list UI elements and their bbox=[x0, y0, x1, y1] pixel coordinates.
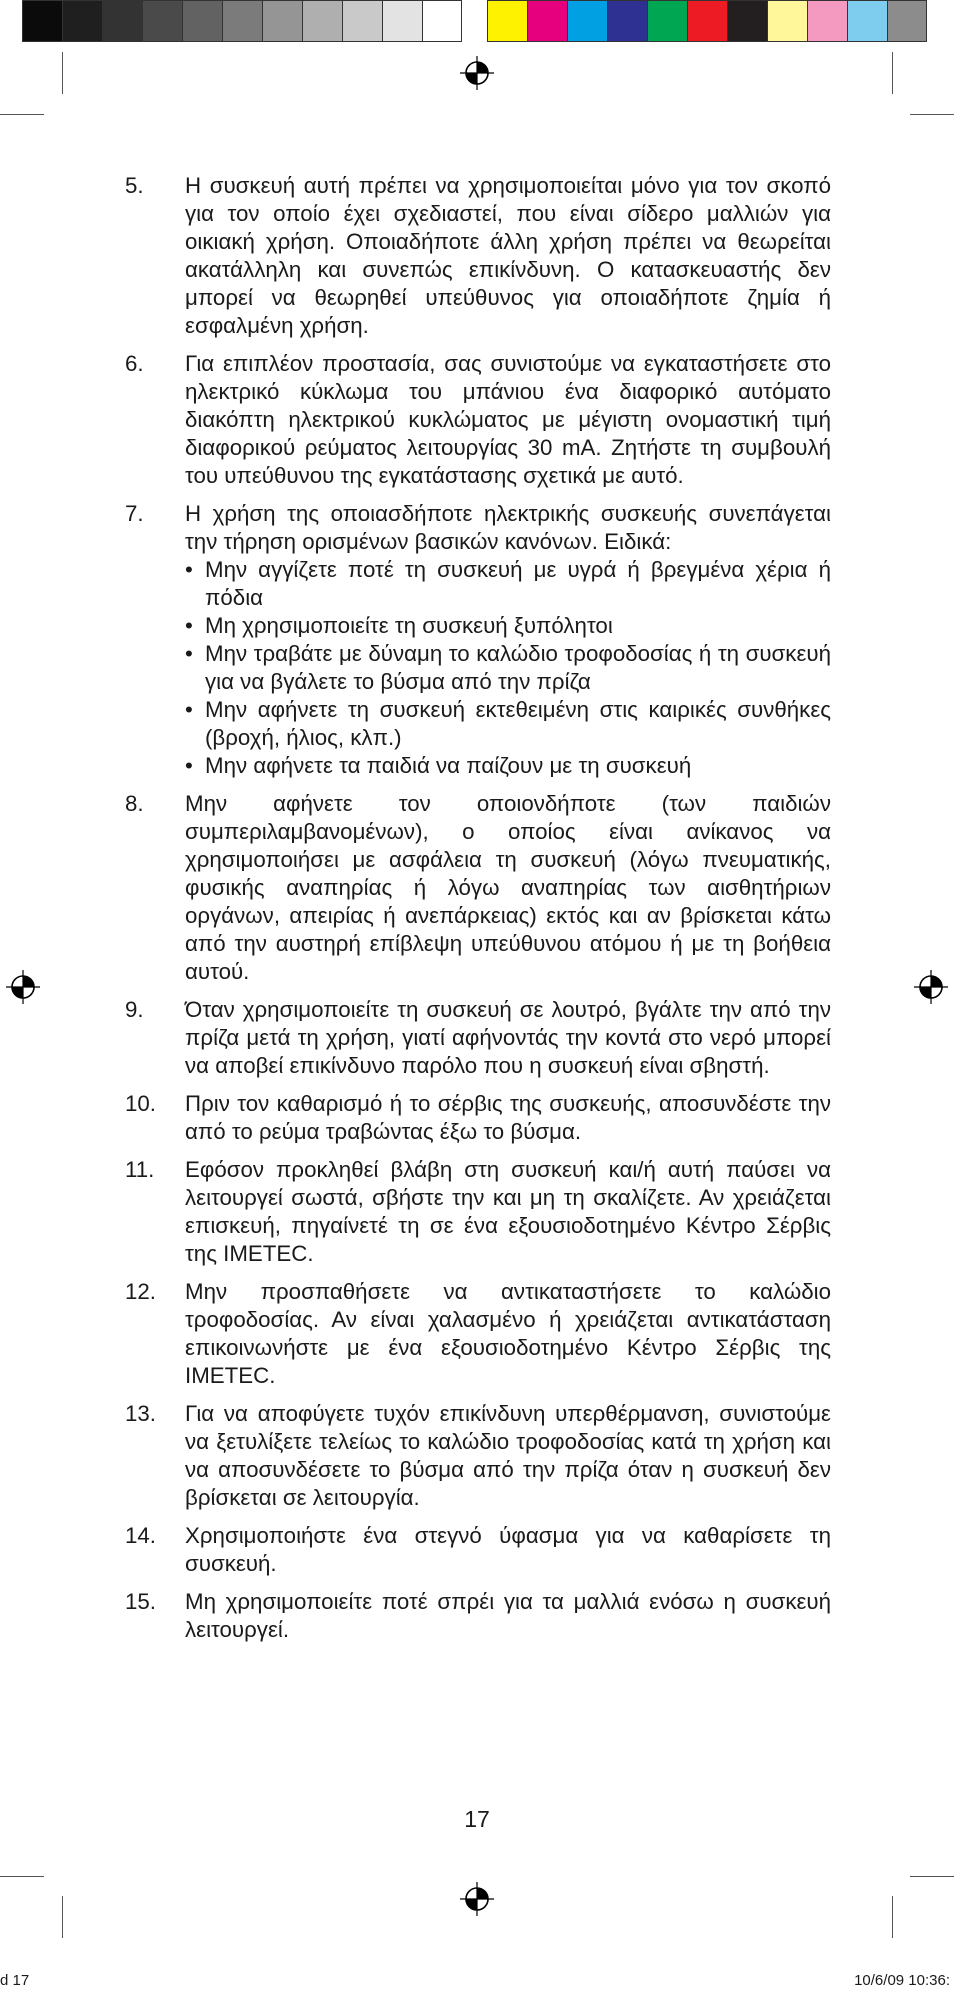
gray-swatch bbox=[102, 0, 142, 42]
page-number: 17 bbox=[464, 1806, 490, 1832]
gray-swatch bbox=[302, 0, 342, 42]
gray-swatch bbox=[222, 0, 262, 42]
bullet-dot-icon: • bbox=[185, 557, 193, 582]
crop-mark-top-right-v bbox=[892, 52, 893, 94]
bullet-list bbox=[185, 556, 831, 780]
color-swatch bbox=[807, 0, 847, 42]
item-number: 5. bbox=[125, 173, 144, 198]
list-item bbox=[125, 1156, 831, 1268]
item-number: 14. bbox=[125, 1523, 156, 1548]
list-item bbox=[125, 1588, 831, 1644]
item-body bbox=[185, 1156, 831, 1268]
list-item bbox=[125, 350, 831, 490]
item-number: 15. bbox=[125, 1589, 156, 1614]
item-body bbox=[185, 172, 831, 340]
color-swatch bbox=[767, 0, 807, 42]
crop-mark-top-left-v bbox=[62, 52, 63, 94]
bullet-item bbox=[185, 752, 831, 780]
item-text: Για να αποφύγετε τυχόν επικίνδυνη υπερθέρμανση, συνιστούμε να ξετυλίξετε τελείως το καλώδιο τροφοδοσίας κατά τη χρήση και να αποσυνδέσετε το βύσμα από την πρίζα όταν η συσκευή δεν βρίσκεται σε λειτουργία. bbox=[185, 1401, 831, 1510]
gray-swatch bbox=[22, 0, 62, 42]
item-body bbox=[185, 350, 831, 490]
item-text: Όταν χρησιμοποιείτε τη συσκευή σε λουτρό, βγάλτε την από την πρίζα μετά τη χρήση, γιατί αφήνοντάς την κοντά στο νερό μπορεί να αποβεί επικίνδυνο παρόλο που η συσκευή είναι σβηστή. bbox=[185, 997, 831, 1078]
color-swatch bbox=[607, 0, 647, 42]
list-item bbox=[125, 996, 831, 1080]
print-slug-timestamp: 10/6/09 10:36: bbox=[854, 1972, 950, 1989]
list-item bbox=[125, 1278, 831, 1390]
list-item bbox=[125, 1090, 831, 1146]
item-body bbox=[185, 1090, 831, 1146]
item-number: 7. bbox=[125, 501, 144, 526]
color-swatch bbox=[687, 0, 727, 42]
bullet-dot-icon: • bbox=[185, 613, 193, 638]
registration-mark-right-icon bbox=[914, 970, 948, 1004]
item-body bbox=[185, 1278, 831, 1390]
item-text: Πριν τον καθαρισμό ή το σέρβις της συσκευής, αποσυνδέστε την από το ρεύμα τραβώντας έξω το βύσμα. bbox=[185, 1091, 831, 1144]
color-swatch bbox=[487, 0, 527, 42]
item-text: Η συσκευή αυτή πρέπει να χρησιμοποιείται μόνο για τον σκοπό για τον οποίο έχει σχεδιαστεί, που είναι σίδερο μαλλιών για οικιακή χρήση. Οποιαδήποτε άλλη χρήση πρέπει να θεωρείται ακατάλληλη και συνεπώς επικίνδυνη. Ο κατασκευαστής δεν μπορεί να θεωρηθεί υπεύθυνος για οποιαδήποτε ζημία ή εσφαλμένη χρήση. bbox=[185, 173, 831, 338]
item-number: 6. bbox=[125, 351, 144, 376]
gray-swatch bbox=[142, 0, 182, 42]
list-item bbox=[125, 1522, 831, 1578]
crop-mark-bottom-right-h bbox=[910, 1876, 954, 1877]
item-body bbox=[185, 1522, 831, 1578]
registration-mark-bottom-icon bbox=[460, 1882, 494, 1916]
grayscale-calibration-bar bbox=[22, 0, 462, 42]
list-item bbox=[125, 500, 831, 780]
registration-mark-left-icon bbox=[6, 970, 40, 1004]
bullet-dot-icon: • bbox=[185, 753, 193, 778]
item-body bbox=[185, 1588, 831, 1644]
bullet-item bbox=[185, 556, 831, 612]
item-text: Μην αφήνετε τον οποιονδήποτε (των παιδιών συμπεριλαμβανομένων), ο οποίος είναι ανίκανος να χρησιμοποιήσει με ασφάλεια τη συσκευή (λόγω πνευματικής, φυσικής αναπηρίας ή λόγω αναπηρίας των αισθητήριων οργάνων, απειρίας ή ανεπάρκειας) εκτός και αν βρίσκεται κάτω από την αυστηρή επίβλεψη υπεύθυνου ατόμου ή με τη βοήθεια αυτού. bbox=[185, 791, 831, 984]
bullet-text: Μην αφήνετε τη συσκευή εκτεθειμένη στις καιρικές συνθήκες (βροχή, ήλιος, κλπ.) bbox=[205, 697, 831, 750]
item-text: Χρησιμοποιήστε ένα στεγνό ύφασμα για να καθαρίσετε τη συσκευή. bbox=[185, 1523, 831, 1576]
gray-swatch bbox=[182, 0, 222, 42]
gray-swatch bbox=[262, 0, 302, 42]
item-body bbox=[185, 1400, 831, 1512]
crop-mark-top-right-h bbox=[910, 114, 954, 115]
item-body bbox=[185, 996, 831, 1080]
bullet-text: Μην τραβάτε με δύναμη το καλώδιο τροφοδοσίας ή τη συσκευή για να βγάλετε το βύσμα από την πρίζα bbox=[205, 641, 831, 694]
registration-mark-top-icon bbox=[460, 56, 494, 90]
gray-swatch bbox=[62, 0, 102, 42]
item-text: Για επιπλέον προστασία, σας συνιστούμε να εγκαταστήσετε στο ηλεκτρικό κύκλωμα του μπάνιου ένα διαφορικό αυτόματο διακόπτη ηλεκτρικού κυκλώματος με μέγιστη ονομαστική τιμή διαφορικού ρεύματος λειτουργίας 30 mA. Ζητήστε τη συμβουλή του υπεύθυνου της εγκατάστασης σχετικά με αυτό. bbox=[185, 351, 831, 488]
item-body bbox=[185, 500, 831, 780]
color-swatch bbox=[527, 0, 567, 42]
list-item bbox=[125, 1400, 831, 1512]
bullet-item bbox=[185, 612, 831, 640]
bullet-item bbox=[185, 640, 831, 696]
item-body bbox=[185, 790, 831, 986]
list-item bbox=[125, 172, 831, 340]
safety-instructions-list bbox=[125, 172, 831, 1654]
crop-mark-bottom-left-h bbox=[0, 1876, 44, 1877]
gray-swatch bbox=[422, 0, 462, 42]
crop-mark-top-left-h bbox=[0, 114, 44, 115]
bullet-text: Μην αφήνετε τα παιδιά να παίζουν με τη συσκευή bbox=[205, 753, 692, 778]
crop-mark-bottom-left-v bbox=[62, 1896, 63, 1938]
color-swatch bbox=[727, 0, 767, 42]
gray-swatch bbox=[382, 0, 422, 42]
item-text: Μην προσπαθήσετε να αντικαταστήσετε το καλώδιο τροφοδοσίας. Αν είναι χαλασμένο ή χρειάζεται αντικατάσταση επικοινωνήστε με ένα εξουσιοδοτημένο Κέντρο Σέρβις της IMETEC. bbox=[185, 1279, 831, 1388]
item-number: 9. bbox=[125, 997, 144, 1022]
bullet-text: Μη χρησιμοποιείτε τη συσκευή ξυπόλητοι bbox=[205, 613, 613, 638]
crop-mark-bottom-right-v bbox=[892, 1896, 893, 1938]
item-text: Εφόσον προκληθεί βλάβη στη συσκευή και/ή αυτή παύσει να λειτουργεί σωστά, σβήστε την και μη τη σκαλίζετε. Αν χρειάζεται επισκευή, πηγαίνετέ τη σε ένα εξουσιοδοτημένο Κέντρο Σέρβις της IMETEC. bbox=[185, 1157, 831, 1266]
bullet-dot-icon: • bbox=[185, 697, 193, 722]
color-swatch bbox=[887, 0, 927, 42]
item-number: 11. bbox=[125, 1157, 155, 1182]
print-slug-filename: d 17 bbox=[0, 1972, 30, 1989]
bullet-text: Μην αγγίζετε ποτέ τη συσκευή με υγρά ή βρεγμένα χέρια ή πόδια bbox=[205, 557, 831, 610]
item-number: 13. bbox=[125, 1401, 156, 1426]
color-swatch bbox=[567, 0, 607, 42]
gray-swatch bbox=[342, 0, 382, 42]
bullet-item bbox=[185, 696, 831, 752]
item-number: 8. bbox=[125, 791, 144, 816]
item-text: Η χρήση της οποιασδήποτε ηλεκτρικής συσκευής συνεπάγεται την τήρηση ορισμένων βασικών κανόνων. Ειδικά: bbox=[185, 501, 831, 554]
color-calibration-bar bbox=[487, 0, 927, 42]
color-swatch bbox=[847, 0, 887, 42]
list-item bbox=[125, 790, 831, 986]
item-number: 10. bbox=[125, 1091, 156, 1116]
item-number: 12. bbox=[125, 1279, 156, 1304]
color-swatch bbox=[647, 0, 687, 42]
bullet-dot-icon: • bbox=[185, 641, 193, 666]
item-text: Μη χρησιμοποιείτε ποτέ σπρέι για τα μαλλιά ενόσω η συσκευή λειτουργεί. bbox=[185, 1589, 831, 1642]
